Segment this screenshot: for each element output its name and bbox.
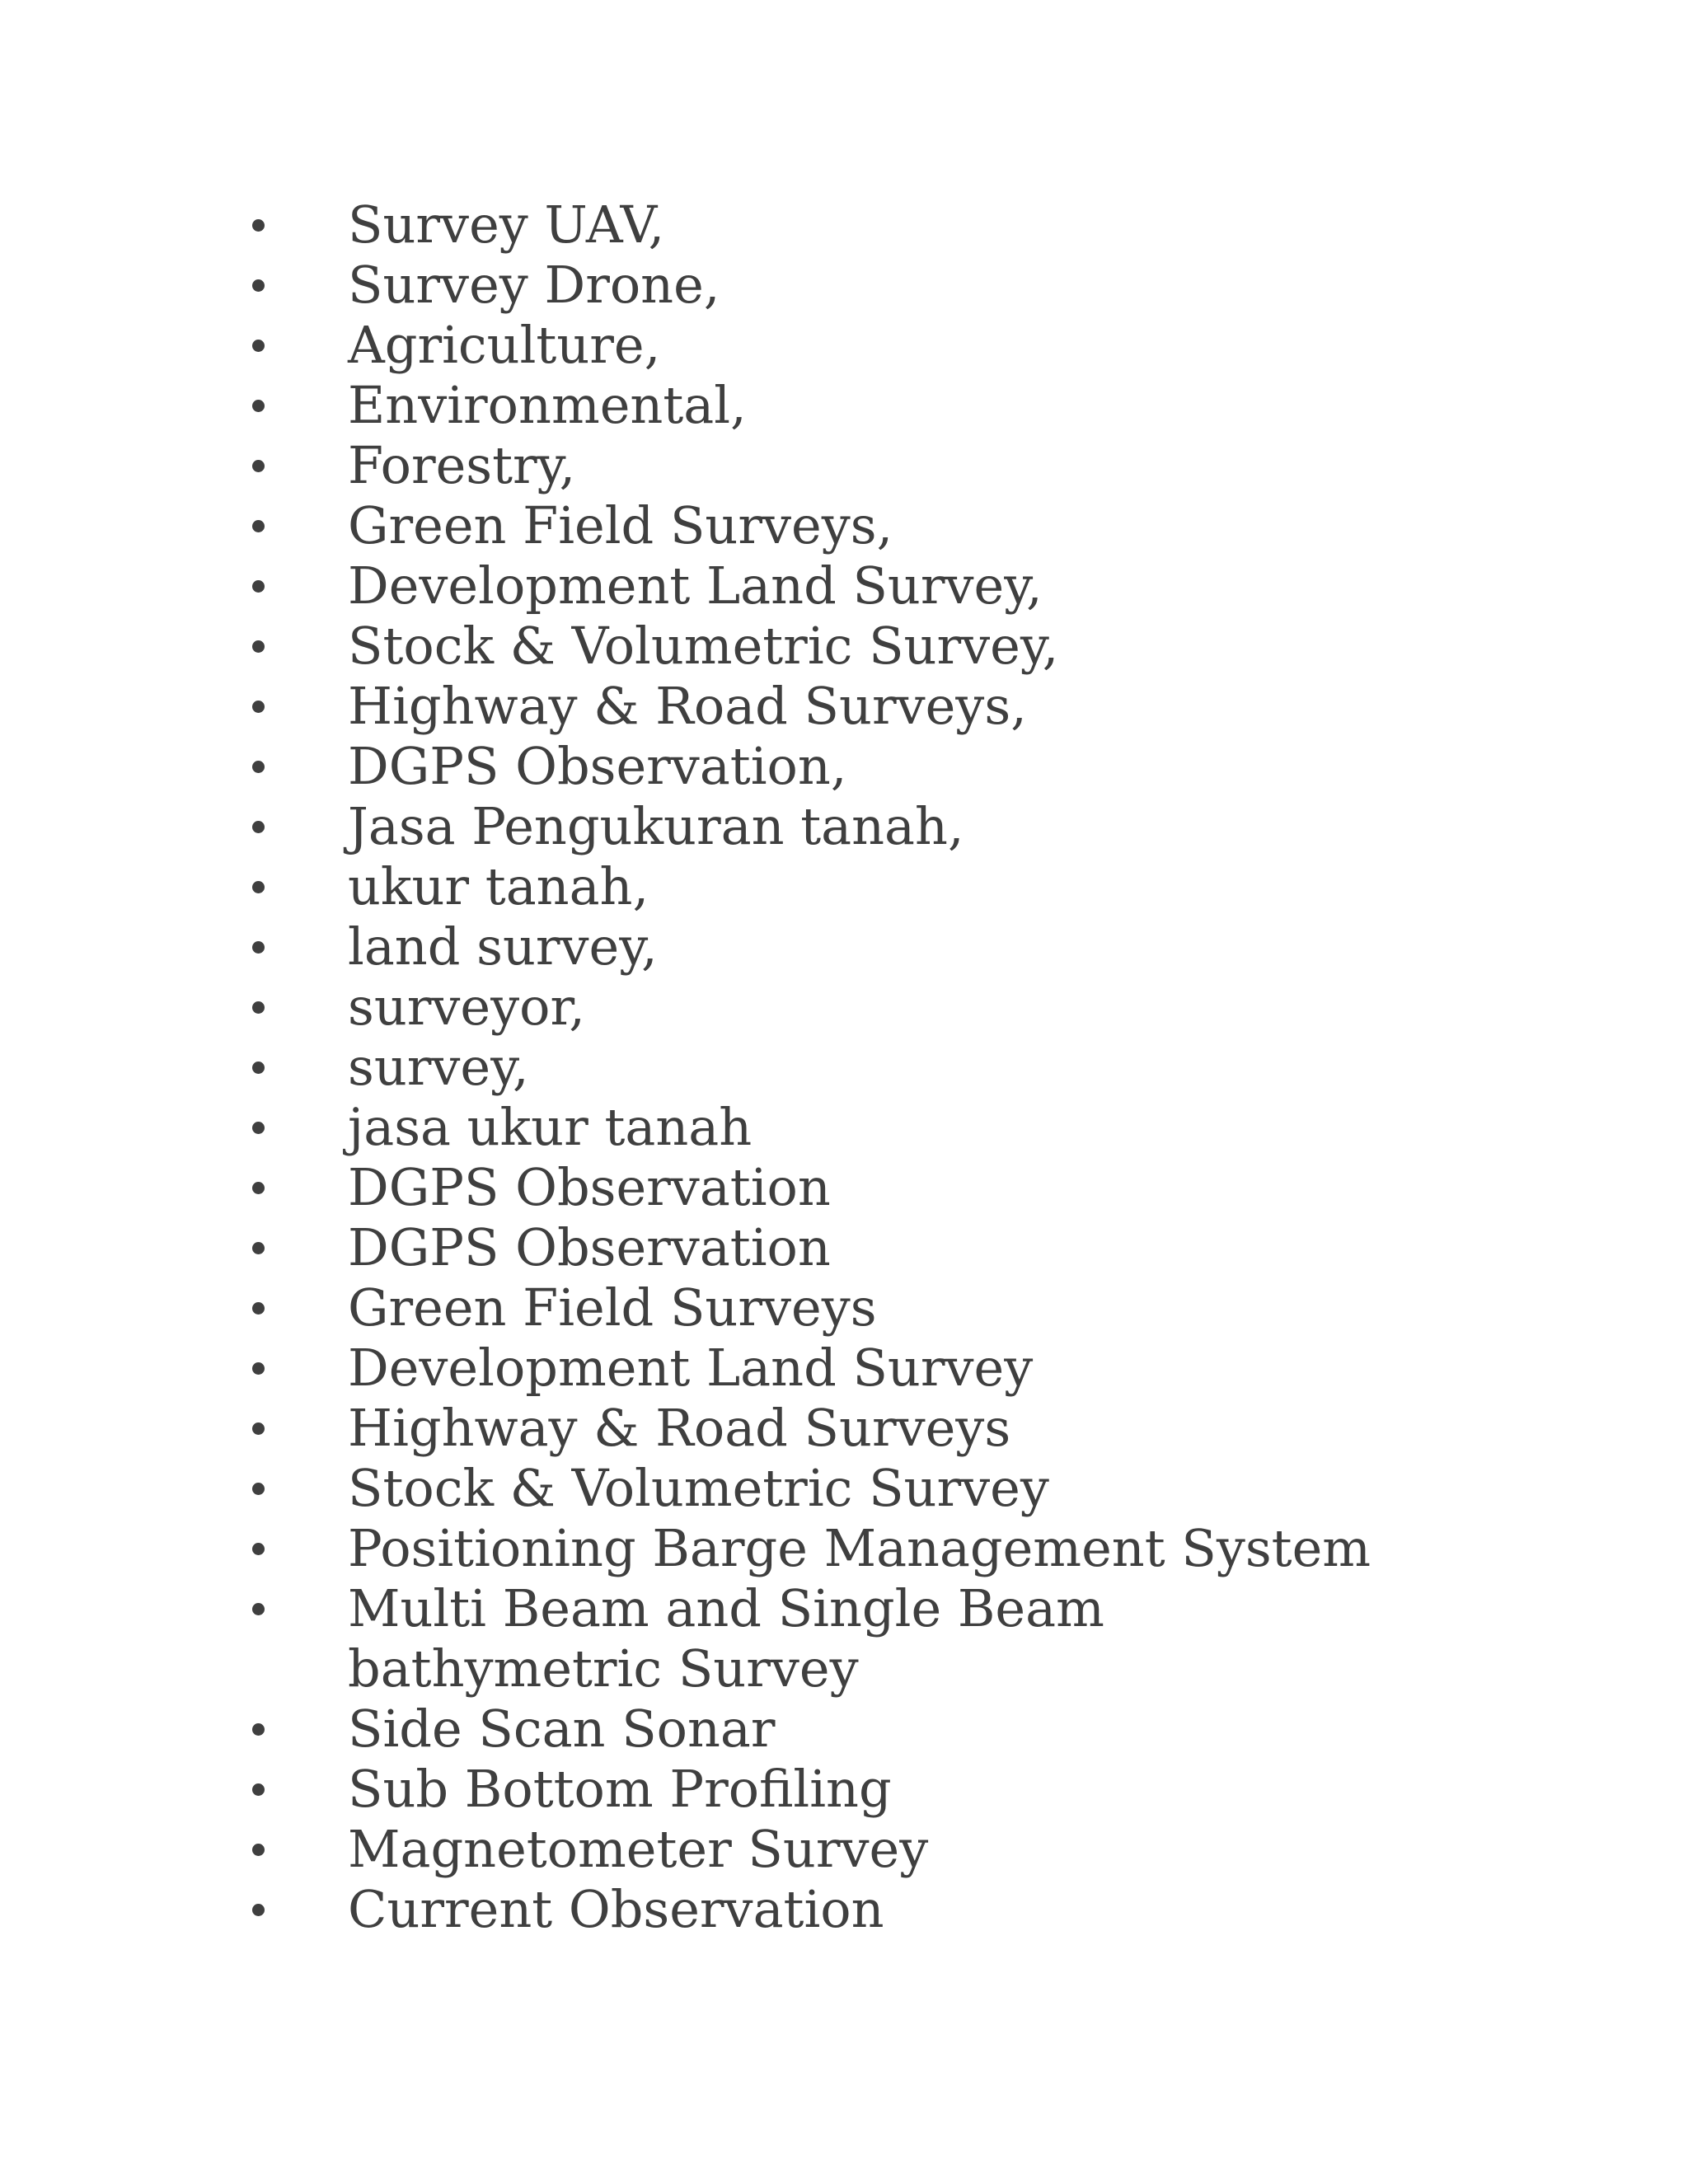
list-item-text: Current Observation	[348, 1879, 884, 1939]
bullet-icon	[246, 916, 348, 977]
bullet-icon	[246, 555, 348, 616]
list-item-text: Survey Drone,	[348, 255, 720, 315]
bullet-icon	[246, 1277, 348, 1338]
list-item-text: Stock & Volumetric Survey,	[348, 616, 1059, 676]
list-item	[246, 375, 1482, 435]
list-item	[246, 1037, 1482, 1097]
list-item	[246, 495, 1482, 555]
bullet-icon	[246, 856, 348, 916]
bullet-icon	[246, 1097, 348, 1157]
list-item	[246, 1338, 1482, 1398]
bullet-icon	[246, 1759, 348, 1819]
list-item-text: land survey,	[348, 916, 658, 977]
list-item-text: Agriculture,	[348, 315, 661, 375]
list-item-text: Development Land Survey,	[348, 555, 1043, 616]
list-item-text: Environmental,	[348, 375, 747, 435]
list-item-text: DGPS Observation,	[348, 736, 847, 796]
list-item-text: Forestry,	[348, 435, 576, 495]
list-item	[246, 977, 1482, 1037]
list-item-text: DGPS Observation	[348, 1217, 831, 1277]
list-item-text: Survey UAV,	[348, 194, 665, 255]
list-item	[246, 1458, 1482, 1518]
bullet-icon	[246, 736, 348, 796]
list-item	[246, 1217, 1482, 1277]
list-item	[246, 255, 1482, 315]
bullet-icon	[246, 495, 348, 555]
bullet-icon	[246, 1217, 348, 1277]
list-item	[246, 435, 1482, 495]
list-item	[246, 555, 1482, 616]
list-item	[246, 616, 1482, 676]
bullet-icon	[246, 977, 348, 1037]
list-item	[246, 1518, 1482, 1578]
list-item	[246, 1097, 1482, 1157]
list-item	[246, 916, 1482, 977]
bullet-icon	[246, 1458, 348, 1518]
list-item	[246, 1578, 1482, 1699]
bullet-icon	[246, 1398, 348, 1458]
list-item	[246, 1277, 1482, 1338]
list-item	[246, 1157, 1482, 1217]
list-item	[246, 1819, 1482, 1879]
list-item-text: Development Land Survey	[348, 1338, 1034, 1398]
bullet-icon	[246, 194, 348, 255]
list-item-text: Green Field Surveys,	[348, 495, 893, 555]
list-item-text: DGPS Observation	[348, 1157, 831, 1217]
bullet-icon	[246, 796, 348, 856]
list-item	[246, 194, 1482, 255]
list-item-text: ukur tanah,	[348, 856, 649, 916]
list-item	[246, 1398, 1482, 1458]
bullet-icon	[246, 1518, 348, 1578]
list-item-text: surveyor,	[348, 977, 585, 1037]
list-item	[246, 676, 1482, 736]
list-item	[246, 736, 1482, 796]
list-item	[246, 315, 1482, 375]
bullet-icon	[246, 1338, 348, 1398]
list-item-text: Jasa Pengukuran tanah,	[348, 796, 964, 856]
list-item-text: Positioning Barge Management System	[348, 1518, 1372, 1578]
bullet-icon	[246, 375, 348, 435]
list-item-text: Stock & Volumetric Survey	[348, 1458, 1049, 1518]
list-item-text: Highway & Road Surveys	[348, 1398, 1011, 1458]
bullet-icon	[246, 1578, 348, 1638]
list-item	[246, 1759, 1482, 1819]
bullet-icon	[246, 1819, 348, 1879]
list-item-text: Magnetometer Survey	[348, 1819, 929, 1879]
bullet-icon	[246, 435, 348, 495]
list-item-text: Side Scan Sonar	[348, 1699, 776, 1759]
list-item-text: Sub Bottom Profiling	[348, 1759, 892, 1819]
list-item-text: survey,	[348, 1037, 529, 1097]
list-item	[246, 856, 1482, 916]
bullet-icon	[246, 1699, 348, 1759]
bullet-icon	[246, 255, 348, 315]
bullet-icon	[246, 1157, 348, 1217]
list-item-text: Green Field Surveys	[348, 1277, 877, 1338]
services-bullet-list	[246, 194, 1482, 1939]
bullet-icon	[246, 315, 348, 375]
list-item-text: Multi Beam and Single Beam bathymetric Survey	[348, 1578, 1104, 1699]
bullet-icon	[246, 1879, 348, 1939]
bullet-icon	[246, 1037, 348, 1097]
list-item-text: Highway & Road Surveys,	[348, 676, 1027, 736]
list-item	[246, 1879, 1482, 1939]
list-item-text: jasa ukur tanah	[348, 1097, 753, 1157]
bullet-icon	[246, 676, 348, 736]
list-item	[246, 796, 1482, 856]
bullet-icon	[246, 616, 348, 676]
list-item	[246, 1699, 1482, 1759]
